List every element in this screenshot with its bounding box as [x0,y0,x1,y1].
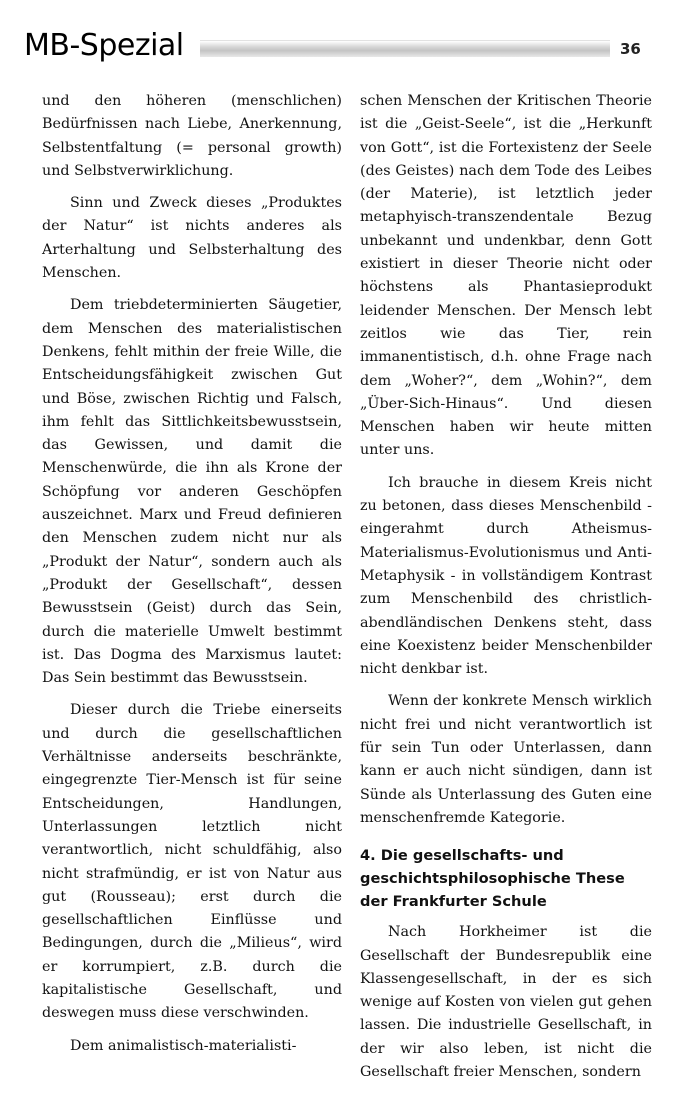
paragraph: Ich brauche in diesem Kreis nicht zu betonen, dass dieses Menschenbild - eingerahmt durch Atheismus-Materialismus-Evolutionismus und Anti-Metaphysik - in vollständigem Kontrast zum Menschenbild des christlich-abendländischen Denkens steht, dass eine Koexistenz beider Menschenbilder nicht denkbar ist. [360,474,652,678]
paragraph: und den höheren (menschlichen) Bedürfnissen nach Liebe, Anerkennung, Selbstentfaltung (= personal growth) und Selbstverwirklichung. [42,93,342,179]
paragraph: Dem animalistisch-materialisti- [70,1037,297,1054]
left-column [42,90,342,1067]
paragraph: Wenn der konkrete Mensch wirklich nicht frei und nicht verantwortlich ist für sein Tun oder Unterlassen, dann kann er auch nicht sündigen, dann ist Sünde als Unterlassung des Guten eine menschenfremde Kategorie. [360,693,652,826]
paragraph: Sinn und Zweck dieses „Produktes der Natur“ ist nichts anderes als Arterhaltung und Selbsterhaltung des Menschen. [42,195,342,282]
paragraph: Nach Horkheimer ist die Gesellschaft der Bundesrepublik eine Klassengesellschaft, in der es sich wenige auf Kosten von vielen gut gehen lassen. Die industrielle Gesellschaft, in der wir also leben, ist nicht die Gesellschaft freier Menschen, sondern [360,924,652,1080]
publication-title: MB-Spezial [24,28,184,63]
page-header [0,0,700,80]
paragraph: schen Menschen der Kritischen Theorie ist die „Geist-Seele“, ist die „Herkunft von Gott“, ist die Fortexistenz der Seele (des Geistes) nach dem Tode des Leibes (der Materie), ist letztlich jeder metaphyisch-transzendentale Bezug unbekannt und undenkbar, denn Gott existiert in dieser Theorie nicht oder höchstens als Phantasieprodukt leidender Menschen. Der Mensch lebt zeitlos wie das Tier, rein immanentistisch, d.h. ohne Frage nach dem „Woher?“, dem „Wohin?“, dem „Über-Sich-Hinaus“. Und diesen Menschen haben wir heute mitten unter uns. [360,93,652,459]
header-gradient-bar [200,40,610,57]
paragraph: Dem triebdeterminierten Säugetier, dem Menschen des materialistischen Denkens, fehlt mithin der freie Wille, die Entscheidungsfähigkeit zwischen Gut und Böse, zwischen Richtig und Falsch, ihm fehlt das Sittlichkeitsbewusstsein, das Gewissen, und damit die Menschenwürde, die ihn als Krone der Schöpfung vor anderen Geschöpfen auszeichnet. Marx und Freud definieren den Menschen zudem nicht nur als „Produkt der Natur“, sondern auch als „Produkt der Gesellschaft“, dessen Bewusstsein (Geist) durch das Sein, durch die materielle Umwelt bestimmt ist. Das Dogma des Marxismus lautet: Das Sein bestimmt das Bewusstsein. [42,297,342,687]
section-heading: 4. Die gesellschafts- und geschichtsphilosophische These der Frankfurter Schule [360,847,625,911]
page-number: 36 [620,40,641,58]
paragraph: Dieser durch die Triebe einerseits und durch die gesellschaftlichen Verhältnisse anderseits beschränkte, eingegrenzte Tier-Mensch ist für seine Entscheidungen, Handlungen, Unterlassungen letztlich nicht verantwortlich, nicht schuldfähig, also nicht strafmündig, er ist von Natur aus gut (Rousseau); erst durch die gesellschaftlichen Einflüsse und Bedingungen, durch die „Milieus“, wird er korrumpiert, z.B. durch die kapitalistische Gesellschaft, und deswegen muss diese verschwinden. [42,702,342,1022]
right-column [360,90,652,1093]
